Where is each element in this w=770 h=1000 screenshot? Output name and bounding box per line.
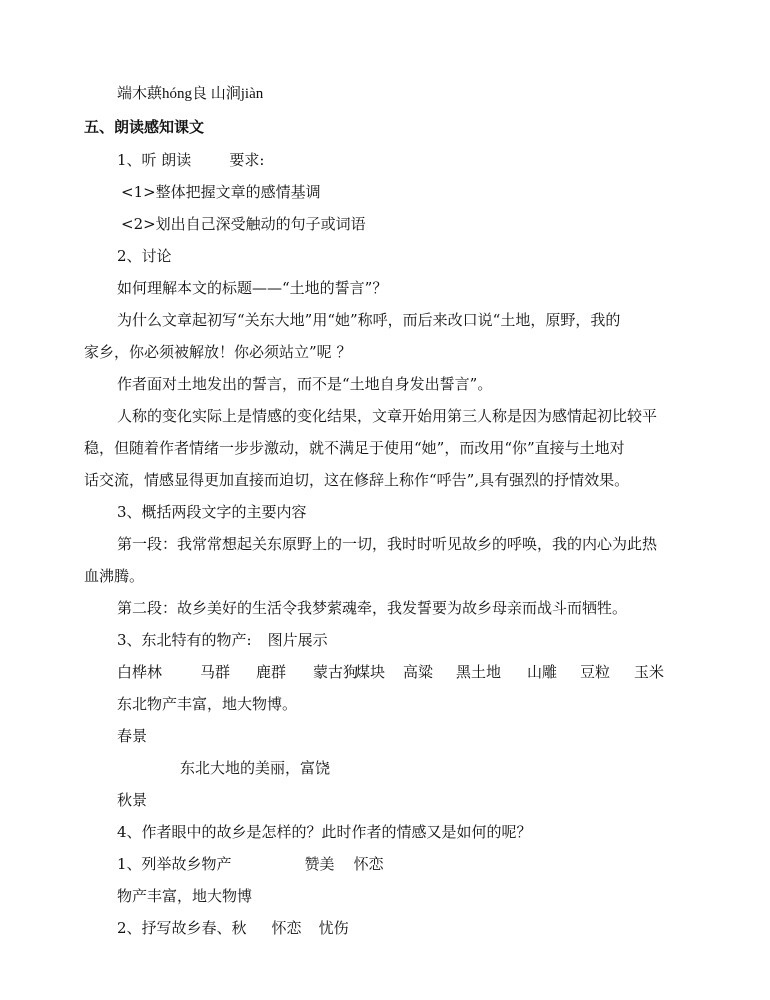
text-line: 物产丰富，地大物博 (117, 887, 253, 905)
text-line (117, 918, 349, 938)
text-segment: 要求: (229, 151, 265, 169)
text-line: 东北大地的美丽，富饶 (180, 759, 331, 777)
text-line: 话交流，情感显得更加直接而迫切，这在修辞上称作“呼告”,具有强烈的抒情效果。 (84, 471, 630, 489)
text-line: 为什么文章起初写“关东大地”用“她”称呼，而后来改口说“土地，原野，我的 (117, 311, 621, 329)
text-segment: 2、抒写故乡春、秋 (117, 919, 247, 937)
text-segment: 怀恋 (353, 855, 384, 873)
text-line: 第二段：故乡美好的生活令我梦萦魂牵，我发誓要为故乡母亲而战斗而牺牲。 (117, 599, 628, 617)
text-line: 人称的变化实际上是情感的变化结果，文章开始用第三人称是因为感情起初比较平 (117, 407, 658, 425)
text-segment: 怀恋 (271, 919, 302, 937)
text-line (117, 854, 384, 874)
text-segment: 忧伤 (318, 919, 349, 937)
text-line: 2、讨论 (117, 247, 172, 265)
text-line: 东北物产丰富，地大物博。 (117, 695, 298, 713)
section-heading: 五、朗读感知课文 (84, 118, 205, 136)
text-line (117, 150, 264, 170)
text-line (117, 630, 328, 650)
product-item: 白桦林 (117, 663, 163, 681)
text-line: 春景 (117, 727, 148, 745)
product-item: 黑土地 (456, 663, 502, 681)
product-item: 高粱 (403, 663, 434, 681)
text-line: 如何理解本文的标题——“土地的誓言”？ (117, 279, 388, 297)
product-item: 煤块 (355, 663, 386, 681)
text-line: 家乡，你必须被解放！你必须站立”呢 ？ (84, 343, 352, 361)
text-line: 秋景 (117, 791, 148, 809)
text-line: 作者面对土地发出的誓言，而不是“土地自身发出誓言”。 (117, 375, 493, 393)
text-line: <1>整体把握文章的感情基调 (121, 183, 321, 201)
text-segment: 1、听 朗读 (117, 151, 192, 169)
text-segment: 1、列举故乡物产 (117, 855, 232, 873)
text-segment: 赞美 (304, 855, 335, 873)
text-line: 稳，但随着作者情绪一步步激动，就不满足于使用“她”，而改用“你”直接与土地对 (84, 439, 625, 457)
product-item: 蒙古狗 (313, 663, 359, 681)
product-item: 豆粒 (580, 663, 611, 681)
text-line: 第一段：我常常想起关东原野上的一切，我时时听见故乡的呼唤，我的内心为此热 (117, 535, 658, 553)
product-item: 马群 (200, 663, 231, 681)
text-segment: 3、东北特有的物产: (117, 631, 252, 649)
product-item: 山雕 (527, 663, 558, 681)
text-line: 端木蕻hóng良 山涧jiàn (117, 86, 264, 102)
text-line: 3、概括两段文字的主要内容 (117, 503, 307, 521)
text-line: <2>划出自己深受触动的句子或词语 (121, 215, 366, 233)
product-item: 鹿群 (256, 663, 287, 681)
text-segment: 图片展示 (267, 631, 328, 649)
product-item: 玉米 (634, 663, 665, 681)
text-line: 血沸腾。 (84, 567, 145, 585)
text-line: 4、作者眼中的故乡是怎样的？此时作者的情感又是如何的呢？ (117, 823, 532, 841)
